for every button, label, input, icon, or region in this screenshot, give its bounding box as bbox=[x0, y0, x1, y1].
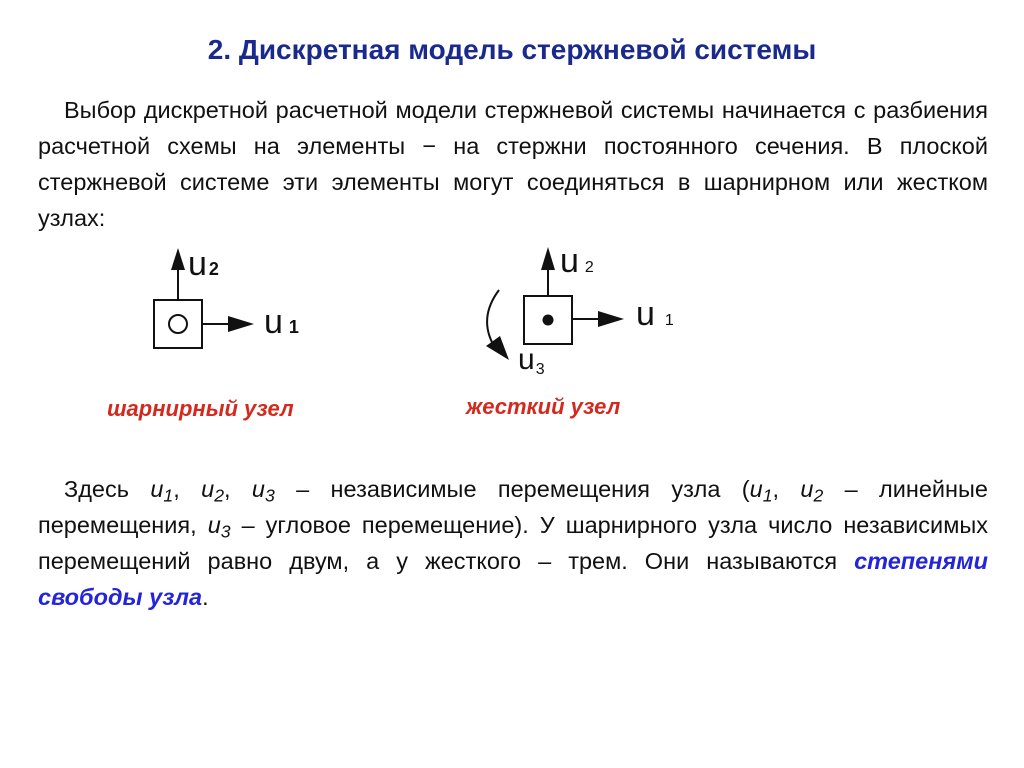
rigid-node-caption: жесткий узел bbox=[466, 394, 621, 419]
hinge-node-caption: шарнирный узел bbox=[107, 396, 294, 421]
rigid-rotation-arc bbox=[487, 290, 499, 346]
rigid-u1-label: u 1 bbox=[636, 295, 674, 333]
degrees-of-freedom-emphasis: степенями свободы узла bbox=[38, 548, 988, 610]
rigid-u2-arrowhead bbox=[541, 247, 555, 270]
hinge-u1-arrowhead bbox=[228, 316, 254, 332]
explanation-paragraph: Здесь $u_1$, $u_2$, $u_3$ – независимые перемещения узла ($u_1$, $u_2$ – линейные перемещения, $u_3$ – угловое перемещение). У шарнирного узла число независимых перемещений равно двум, а у жесткого – трем. Они называются степенями свободы узла. bbox=[38, 476, 988, 610]
hinge-node-diagram bbox=[154, 245, 299, 348]
hinge-u2-arrowhead bbox=[171, 248, 185, 270]
rigid-u1-arrowhead bbox=[598, 311, 624, 327]
slide-title: 2. Дискретная модель стержневой системы bbox=[207, 34, 817, 65]
hinge-circle-icon bbox=[169, 315, 187, 333]
u1-symbol: $u_1$ bbox=[749, 476, 773, 506]
intro-paragraph: Выбор дискретной расчетной модели стержневой системы начинается с разбиения расчетной схемы на элементы − на стержни постоянного сечения. В плоской стержневой системе эти элементы могут соединяться в шарнирном или жестком узлах: bbox=[38, 97, 988, 231]
rigid-dot-icon bbox=[543, 315, 554, 326]
u3-symbol: $u_3$ bbox=[251, 476, 275, 506]
rigid-u3-label: u3 bbox=[518, 343, 545, 378]
rigid-rotation-arrowhead bbox=[486, 336, 509, 360]
hinge-u2-label: u 2 bbox=[188, 245, 219, 283]
u3-symbol: $u_3$ bbox=[207, 512, 231, 542]
hinge-u1-label: u 1 bbox=[264, 303, 299, 341]
u2-symbol: $u_2$ bbox=[800, 476, 824, 506]
u2-symbol: $u_2$ bbox=[201, 476, 224, 506]
rigid-node-diagram bbox=[486, 242, 674, 378]
rigid-u2-label: u 2 bbox=[560, 242, 594, 280]
u1-symbol: $u_1$ bbox=[150, 476, 174, 506]
